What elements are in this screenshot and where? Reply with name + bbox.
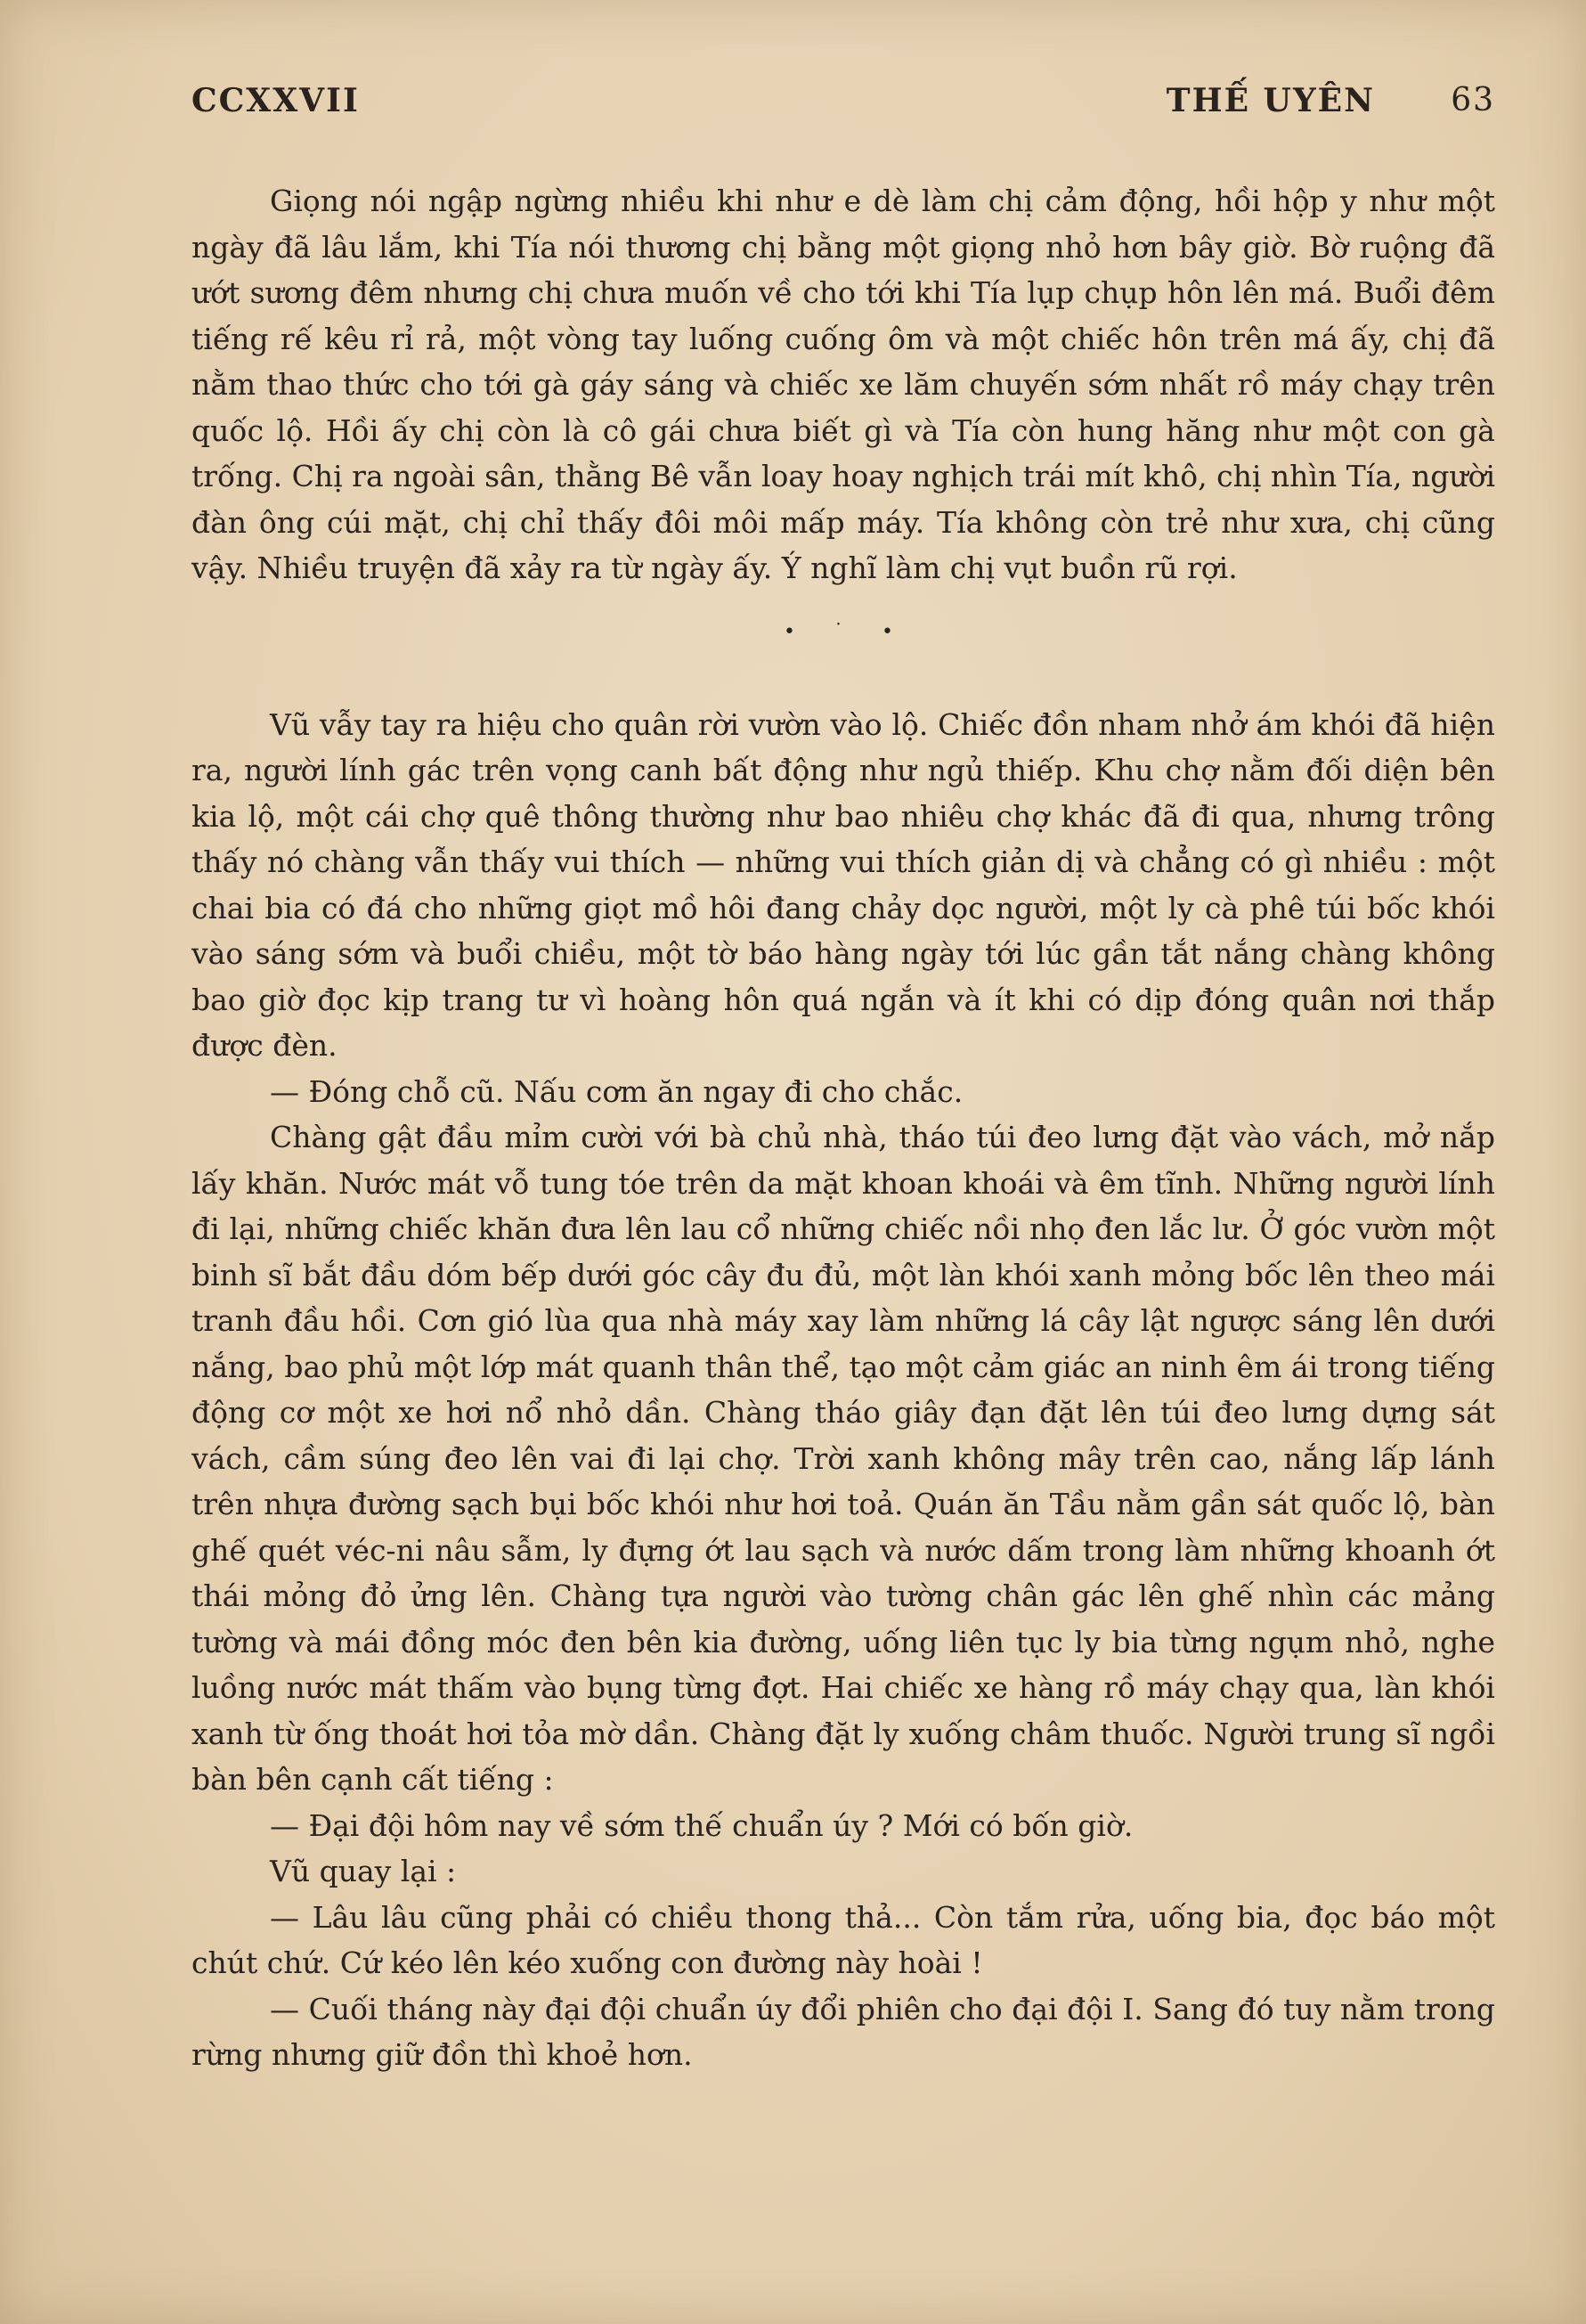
author-title: THẾ UYÊN <box>1166 82 1375 119</box>
separator-dots: • ˙ • <box>784 620 909 643</box>
section-separator <box>191 591 1495 702</box>
dialogue-line: — Lâu lâu cũng phải có chiều thong thả... Còn tắm rửa, uống bia, đọc báo một chút chứ. Cứ kéo lên kéo xuống con đường này hoài ! <box>191 1899 1495 1980</box>
section-number: CCXXVII <box>191 82 360 119</box>
page-number: 63 <box>1451 82 1495 118</box>
paragraph: Vũ vẫy tay ra hiệu cho quân rời vườn vào lộ. Chiếc đồn nham nhở ám khói đã hiện ra, người lính gác trên vọng canh bất động như ngủ thiếp. Khu chợ nằm đối diện bên kia lộ, một cái chợ quê thông thường như bao nhiêu chợ khác đã đi qua, nhưng trông thấy nó chàng vẫn thấy vui thích — những vui thích giản dị và chẳng có gì nhiều : một chai bia có đá cho những giọt mồ hôi đang chảy dọc người, một ly cà phê túi bốc khói vào sáng sớm và buổi chiều, một tờ báo hàng ngày tới lúc gần tắt nắng chàng không bao giờ đọc kịp trang tư vì hoàng hôn quá ngắn và ít khi có dịp đóng quân nơi thắp được đèn. <box>191 706 1495 1063</box>
page-header <box>191 82 1495 135</box>
paragraph: Giọng nói ngập ngừng nhiều khi như e dè làm chị cảm động, hồi hộp y như một ngày đã lâu lắm, khi Tía nói thương chị bằng một giọng nhỏ hơn bây giờ. Bờ ruộng đã ướt sương đêm nhưng chị chưa muốn về cho tới khi Tía lụp chụp hôn lên má. Buổi đêm tiếng rế kêu rỉ rả, một vòng tay luống cuống ôm và một chiếc hôn trên má ấy, chị đã nằm thao thức cho tới gà gáy sáng và chiếc xe lăm chuyến sớm nhất rồ máy chạy trên quốc lộ. Hồi ấy chị còn là cô gái chưa biết gì và Tía còn hung hăng như một con gà trống. Chị ra ngoài sân, thằng Bê vẫn loay hoay nghịch trái mít khô, chị nhìn Tía, người đàn ông cúi mặt, chị chỉ thấy đôi môi mấp máy. Tía không còn trẻ như xưa, chị cũng vậy. Nhiều truyện đã xảy ra từ ngày ấy. Ý nghĩ làm chị vụt buồn rũ rợi. <box>191 183 1495 585</box>
dialogue-line: — Cuối tháng này đại đội chuẩn úy đổi phiên cho đại đội I. Sang đó tuy nằm trong rừng nhưng giữ đồn thì khoẻ hơn. <box>191 1991 1495 2072</box>
paragraph: Chàng gật đầu mỉm cười với bà chủ nhà, tháo túi đeo lưng đặt vào vách, mở nắp lấy khăn. Nước mát vỗ tung tóe trên da mặt khoan khoái và êm tĩnh. Những người lính đi lại, những chiếc khăn đưa lên lau cổ những chiếc nồi nhọ đen lắc lư. Ở góc vườn một binh sĩ bắt đầu dóm bếp dưới góc cây đu đủ, một làn khói xanh mỏng bốc lên theo mái tranh đầu hồi. Cơn gió lùa qua nhà máy xay làm những lá cây lật ngược sáng lên dưới nắng, bao phủ một lớp mát quanh thân thể, tạo một cảm giác an ninh êm ái trong tiếng động cơ một xe hơi nổ nhỏ dần. Chàng tháo giây đạn đặt lên túi đeo lưng dựng sát vách, cầm súng đeo lên vai đi lại chợ. Trời xanh không mây trên cao, nắng lấp lánh trên nhựa đường sạch bụi bốc khói như hơi toả. Quán ăn Tầu nằm gần sát quốc lộ, bàn ghế quét véc-ni nâu sẫm, ly đựng ớt lau sạch và nước dấm trong làm những khoanh ớt thái mỏng đỏ ửng lên. Chàng tựa người vào tường chân gác lên ghế nhìn các mảng tường và mái đồng móc đen bên kia đường, uống liên tục ly bia từng ngụm nhỏ, nghe luồng nước mát thấm vào bụng từng đợt. Hai chiếc xe hàng rồ máy chạy qua, làn khói xanh từ ống thoát hơi tỏa mờ dần. Chàng đặt ly xuống châm thuốc. Người trung sĩ ngồi bàn bên cạnh cất tiếng : <box>191 1120 1495 1797</box>
body-text <box>191 178 1495 2078</box>
dialogue-line: — Đóng chỗ cũ. Nấu cơm ăn ngay đi cho chắc. <box>270 1073 964 1109</box>
dialogue-line: — Đại đội hôm nay về sớm thế chuẩn úy ? Mới có bốn giờ. <box>270 1807 1134 1843</box>
paragraph: Vũ quay lại : <box>270 1854 457 1888</box>
